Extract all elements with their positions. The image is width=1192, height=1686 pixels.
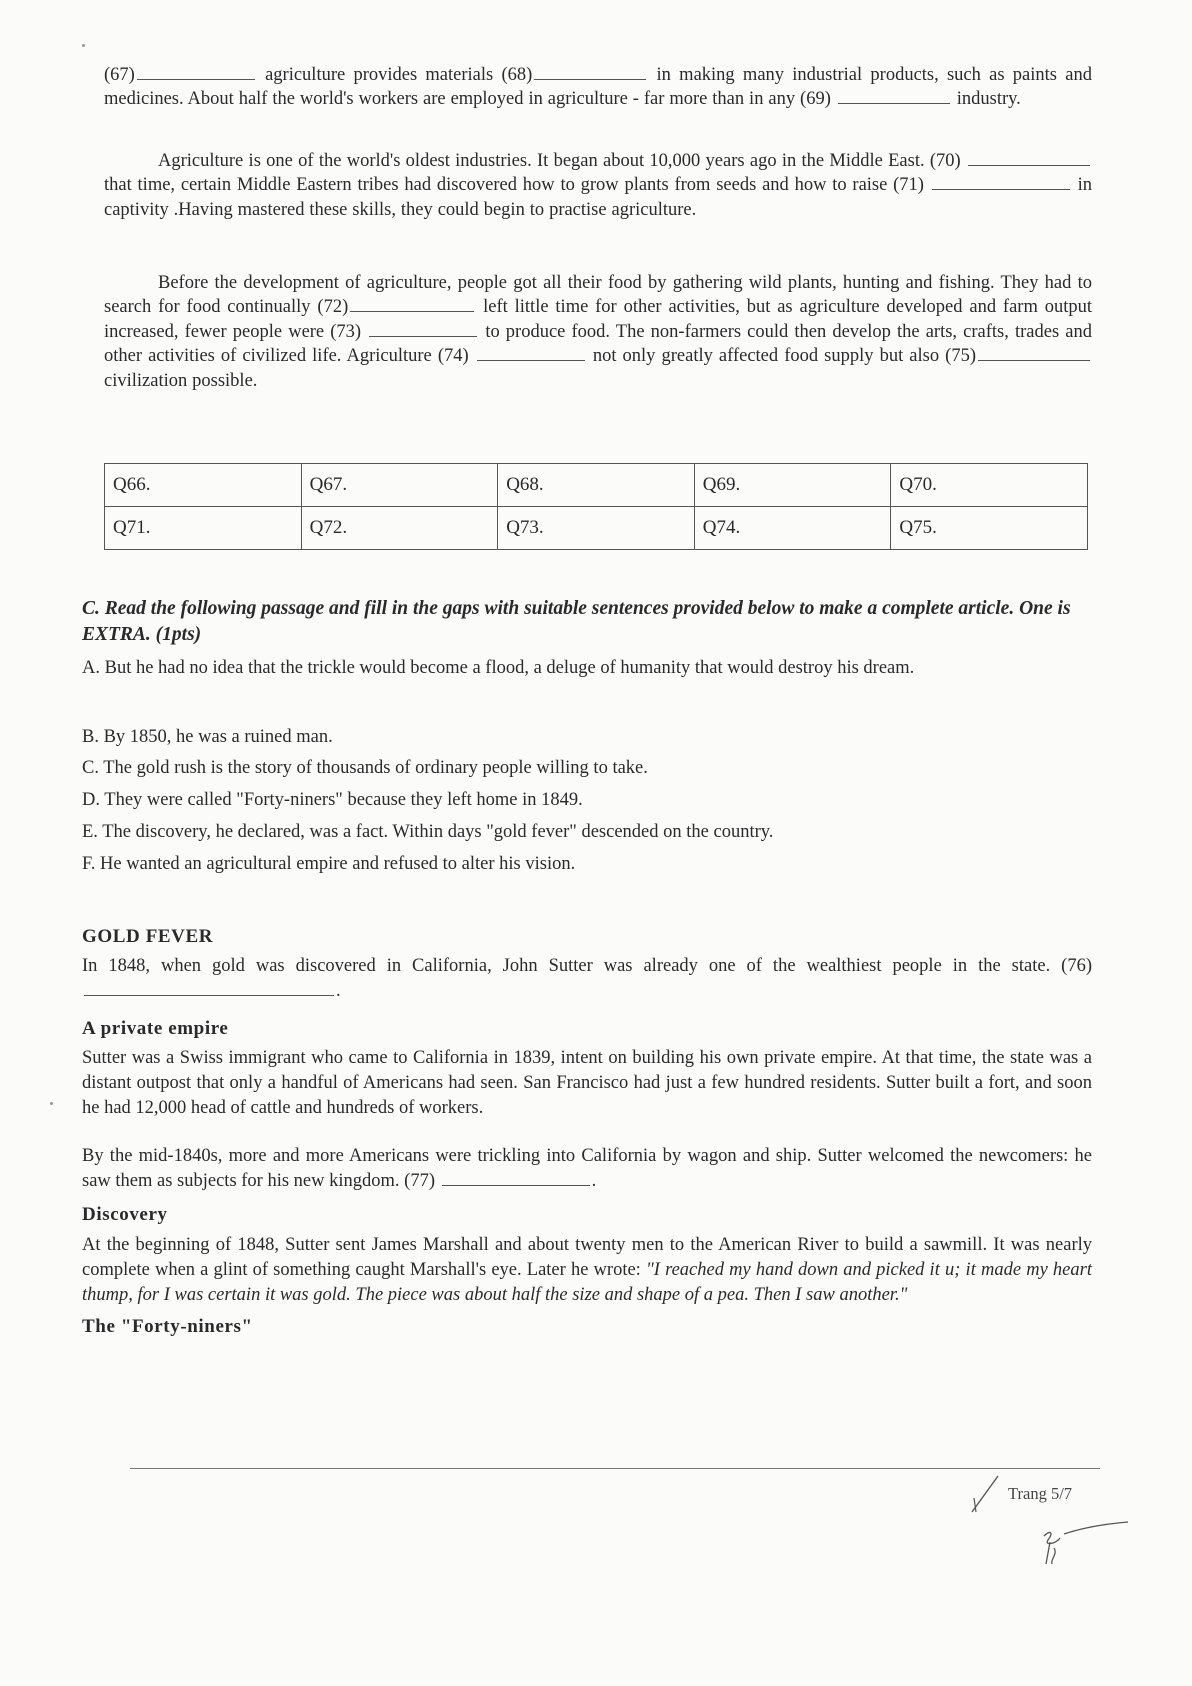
marshall-quote: "I reached my hand down and picked it u; it made my heart thump, for I was certain it was gold. The piece was about half the size and shape of a pea. Then I saw another." <box>82 1259 1092 1305</box>
gap-number: (67) <box>104 65 135 85</box>
page-number: Trang 5/7 <box>1008 1484 1073 1503</box>
passage-paragraph-2: Agriculture is one of the world's oldest industries. It began about 10,000 years ago in the Middle East. (70) that time, certain Middle Eastern tribes had discovered how to grow plants from seeds and how to raise (71) in captivity .Having mastered these skills, they could begin to practise agriculture. <box>104 151 1092 220</box>
gap-number: (77) <box>404 1170 435 1191</box>
answer-row <box>105 464 1088 507</box>
answer-cell[interactable]: Q68. <box>498 464 695 507</box>
gap-number: (71) <box>893 175 924 196</box>
answer-cell[interactable]: Q71. <box>105 507 302 550</box>
passage-paragraph-3: Before the development of agriculture, people got all their food by gathering wild plants, hunting and fishing. They had to search for food continually (72) left little time for other activities, but as agriculture developed and farm output increased, fewer people were (73) to produce food. The non-farmers could then develop the arts, crafts, trades and other activities of civilized life. Agriculture (74) not only greatly affected food supply but also (75) civilization possible. <box>104 273 1092 391</box>
gap-number: (76) <box>1061 956 1092 976</box>
gap-number: (68) <box>501 65 533 85</box>
gap-number: (69) <box>800 89 831 110</box>
scan-speck <box>50 1102 53 1105</box>
scan-speck <box>82 44 85 47</box>
answer-cell[interactable]: Q74. <box>694 507 891 550</box>
gap-blank[interactable] <box>442 1169 590 1186</box>
article-title: GOLD FEVER <box>82 926 214 947</box>
section-c-instruction: C. Read the following passage and fill in the gaps with suitable sentences provided below to make a complete article. One is EXTRA. (1pts) <box>82 598 1071 645</box>
gap-number: (70) <box>929 151 961 171</box>
signature-icon <box>1020 1514 1130 1574</box>
subheading-forty-niners: The "Forty-niners" <box>82 1316 253 1337</box>
answer-cell[interactable]: Q73. <box>498 507 695 550</box>
option-f: F. He wanted an agricultural empire and refused to alter his vision. <box>82 854 576 874</box>
empire-paragraph-2: By the mid-1840s, more and more Americans were trickling into California by wagon and ship. Sutter welcomed the newcomers: he saw them as subjects for his new kingdom. (77) . <box>82 1146 1092 1191</box>
answer-cell[interactable]: Q66. <box>105 464 302 507</box>
subheading-private-empire: A private empire <box>82 1018 229 1039</box>
gap-blank[interactable] <box>477 344 585 361</box>
gap-blank[interactable] <box>369 320 477 337</box>
article-intro: In 1848, when gold was discovered in California, John Sutter was already one of the wealthiest people in the state. (76) . <box>82 956 1092 1001</box>
gap-blank[interactable] <box>838 87 950 104</box>
gap-blank[interactable] <box>978 344 1090 361</box>
initial-mark-icon <box>968 1472 1002 1516</box>
option-c: C. The gold rush is the story of thousands of ordinary people willing to take. <box>82 758 648 778</box>
answer-cell[interactable]: Q67. <box>301 464 498 507</box>
gap-blank[interactable] <box>932 173 1070 190</box>
gap-blank[interactable] <box>968 149 1090 166</box>
gap-number: (74) <box>437 346 469 367</box>
gap-blank[interactable] <box>350 295 474 312</box>
option-e: E. The discovery, he declared, was a fact. Within days "gold fever" descended on the country. <box>82 822 774 842</box>
answer-cell[interactable]: Q75. <box>891 507 1088 550</box>
gap-number: (72) <box>317 297 349 318</box>
gap-blank[interactable] <box>137 63 255 80</box>
gap-blank[interactable] <box>84 979 334 996</box>
gap-number: (73) <box>330 321 362 342</box>
empire-paragraph-1: Sutter was a Swiss immigrant who came to California in 1839, intent on building his own private empire. At that time, the state was a distant outpost that only a handful of Americans had seen. San Francisco had just a few hundred residents. Sutter built a fort, and soon he had 12,000 head of cattle and hundreds of workers. <box>82 1048 1092 1118</box>
option-b: B. By 1850, he was a ruined man. <box>82 727 333 747</box>
subheading-discovery: Discovery <box>82 1204 168 1225</box>
answer-table <box>104 463 1088 550</box>
discovery-paragraph: At the beginning of 1848, Sutter sent James Marshall and about twenty men to the American River to build a sawmill. It was nearly complete when a glint of something caught Marshall's eye. Later he wrote: "I reached my hand down and picked it u; it made my heart thump, for I was certain it was gold. The piece was about half the size and shape of a pea. Then I saw another." <box>82 1235 1092 1305</box>
passage-paragraph-1: (67) agriculture provides materials (68) in making many industrial products, such as paints and medicines. About half the world's workers are employed in agriculture - far more than in any (69) industry. <box>104 65 1092 110</box>
answer-cell[interactable]: Q70. <box>891 464 1088 507</box>
option-d: D. They were called "Forty-niners" because they left home in 1849. <box>82 790 583 810</box>
gap-number: (75) <box>945 346 976 367</box>
footer-divider <box>130 1468 1100 1469</box>
answer-row <box>105 507 1088 550</box>
answer-cell[interactable]: Q69. <box>694 464 891 507</box>
option-a: A. But he had no idea that the trickle would become a flood, a deluge of humanity that would destroy his dream. <box>82 658 915 678</box>
gap-blank[interactable] <box>534 63 646 80</box>
answer-cell[interactable]: Q72. <box>301 507 498 550</box>
